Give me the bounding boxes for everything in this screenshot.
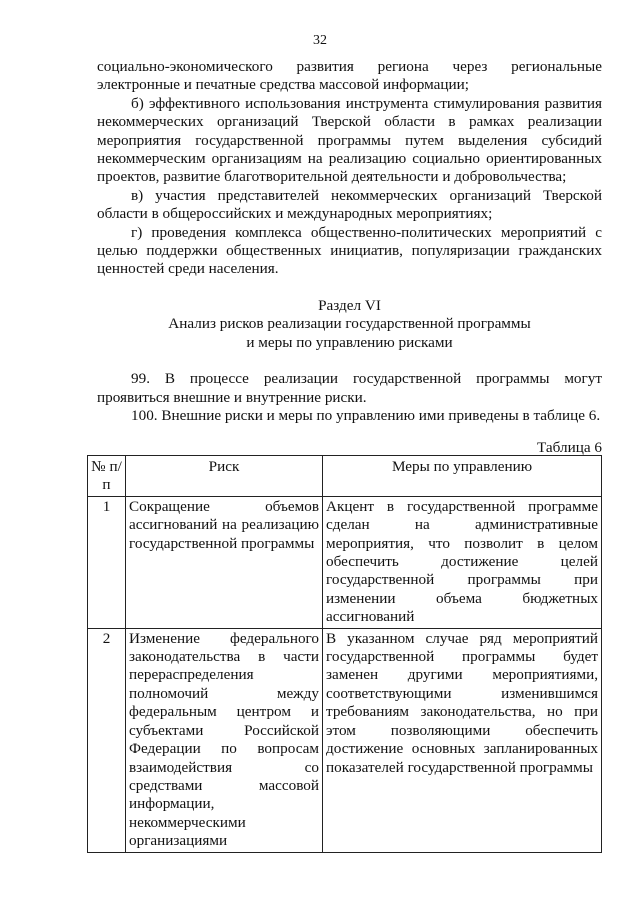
table-row	[88, 628, 602, 852]
row-measures: Акцент в государственной программе сделан на административные мероприятия, что позволит в целом обеспечить достижение целей государственной программы при изменении объема бюджетных ассигнований	[323, 496, 602, 628]
document-body	[97, 58, 602, 425]
paragraph-100: 100. Внешние риски и меры по управлению ими приведены в таблице 6.	[131, 406, 601, 424]
risks-table	[87, 455, 602, 853]
table-caption: Таблица 6	[537, 439, 602, 456]
paragraph-99: 99. В процессе реализации государственной программы могут проявиться внешние и внутренние риски.	[97, 370, 602, 406]
row-num: 2	[88, 628, 126, 852]
header-num: № п/п	[88, 456, 126, 497]
row-num: 1	[88, 496, 126, 628]
paragraph-g: г) проведения комплекса общественно-политических мероприятий с целью поддержки общественных инициатив, популяризации гражданских ценностей среди населения.	[97, 223, 602, 278]
paragraph-continuation: социально-экономического развития региона через региональные электронные и печатные средства массовой информации;	[97, 58, 602, 94]
section-label: Раздел VI	[318, 296, 381, 314]
section-title-line2: и меры по управлению рисками	[246, 333, 453, 351]
header-risk: Риск	[126, 456, 323, 497]
section-title-line1: Анализ рисков реализации государственной программы	[168, 315, 531, 333]
row-risk: Изменение федерального законодательства в части перераспределения полномочий между федеральным центром и субъектами Российской Федерации по вопросам взаимодействия со средствами массовой информации, некоммерческими организациями	[126, 628, 323, 852]
table-header-row	[88, 456, 602, 497]
table-row	[88, 496, 602, 628]
row-risk: Сокращение объемов ассигнований на реализацию государственной программы	[126, 496, 323, 628]
paragraph-b: б) эффективного использования инструмента стимулирования развития некоммерческих организаций Тверской области в рамках реализации мероприятия государственной программы путем выделения субсидий некоммерческим организациям на реализацию социально ориентированных проектов, развитие благотворительной деятельности и добровольчества;	[97, 94, 602, 186]
row-measures: В указанном случае ряд мероприятий государственной программы будет заменен другими мероприятиями, соответствующими изменившимся требованиям законодательства, но при этом позволяющими обеспечить достижение основных запланированных показателей государственной программы	[323, 628, 602, 852]
paragraph-v: в) участия представителей некоммерческих организаций Тверской области в общероссийских и международных мероприятиях;	[97, 186, 602, 223]
page-number: 32	[313, 33, 327, 48]
header-measures: Меры по управлению	[323, 456, 602, 497]
